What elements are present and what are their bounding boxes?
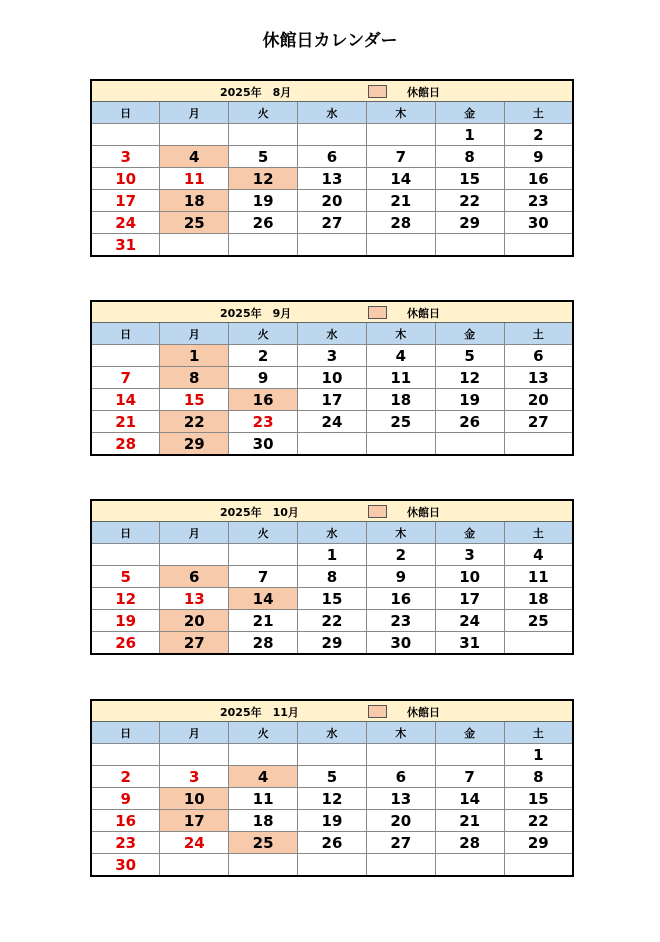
day-cell: 13 — [298, 168, 367, 190]
day-cell: 29 — [435, 212, 504, 234]
empty-cell — [91, 124, 160, 146]
closed-day-cell: 1 — [160, 345, 229, 367]
weekday-label: 木 — [366, 522, 435, 544]
day-cell: 16 — [366, 588, 435, 610]
day-cell: 9 — [229, 367, 298, 389]
day-cell: 7 — [91, 367, 160, 389]
week-row — [91, 810, 573, 832]
day-cell: 17 — [298, 389, 367, 411]
day-cell: 30 — [91, 854, 160, 877]
weekday-label: 土 — [504, 102, 573, 124]
day-cell: 14 — [435, 788, 504, 810]
day-cell: 8 — [435, 146, 504, 168]
empty-cell — [160, 744, 229, 766]
weekday-header-row — [91, 102, 573, 124]
day-cell: 1 — [435, 124, 504, 146]
closed-day-cell: 17 — [160, 810, 229, 832]
weekday-label: 日 — [91, 323, 160, 345]
day-cell: 11 — [504, 566, 573, 588]
month-header — [91, 80, 573, 102]
weekday-label: 火 — [229, 323, 298, 345]
day-cell: 28 — [91, 433, 160, 456]
day-cell: 27 — [366, 832, 435, 854]
legend-label: 休館日 — [407, 506, 440, 519]
week-row — [91, 588, 573, 610]
empty-cell — [229, 854, 298, 877]
week-row — [91, 367, 573, 389]
month-header — [91, 301, 573, 323]
week-row — [91, 788, 573, 810]
day-cell: 13 — [366, 788, 435, 810]
closed-day-cell: 22 — [160, 411, 229, 433]
day-cell: 20 — [298, 190, 367, 212]
day-cell: 14 — [91, 389, 160, 411]
day-cell: 24 — [298, 411, 367, 433]
day-cell: 26 — [435, 411, 504, 433]
legend-label: 休館日 — [407, 307, 440, 320]
legend-swatch — [368, 306, 387, 319]
day-cell: 21 — [229, 610, 298, 632]
empty-cell — [504, 234, 573, 257]
day-cell: 18 — [504, 588, 573, 610]
day-cell: 21 — [91, 411, 160, 433]
weekday-label: 金 — [435, 722, 504, 744]
empty-cell — [91, 345, 160, 367]
day-cell: 17 — [91, 190, 160, 212]
empty-cell — [366, 744, 435, 766]
empty-cell — [366, 433, 435, 456]
day-cell: 23 — [229, 411, 298, 433]
weekday-label: 日 — [91, 722, 160, 744]
day-cell: 11 — [160, 168, 229, 190]
empty-cell — [160, 234, 229, 257]
day-cell: 18 — [229, 810, 298, 832]
day-cell: 22 — [435, 190, 504, 212]
week-row — [91, 124, 573, 146]
weekday-label: 木 — [366, 102, 435, 124]
month-calendar — [90, 699, 574, 877]
empty-cell — [229, 124, 298, 146]
weekday-label: 水 — [298, 323, 367, 345]
day-cell: 10 — [435, 566, 504, 588]
day-cell: 6 — [504, 345, 573, 367]
day-cell: 28 — [366, 212, 435, 234]
weekday-label: 火 — [229, 522, 298, 544]
empty-cell — [504, 632, 573, 655]
week-row — [91, 632, 573, 655]
day-cell: 27 — [504, 411, 573, 433]
month-label: 2025年 8月 — [220, 86, 292, 99]
empty-cell — [160, 854, 229, 877]
closed-day-cell: 6 — [160, 566, 229, 588]
day-cell: 13 — [504, 367, 573, 389]
empty-cell — [91, 744, 160, 766]
day-cell: 4 — [504, 544, 573, 566]
weekday-label: 月 — [160, 522, 229, 544]
week-row — [91, 146, 573, 168]
closed-day-cell: 16 — [229, 389, 298, 411]
day-cell: 28 — [435, 832, 504, 854]
day-cell: 13 — [160, 588, 229, 610]
day-cell: 6 — [366, 766, 435, 788]
day-cell: 18 — [366, 389, 435, 411]
week-row — [91, 411, 573, 433]
month-label: 2025年 10月 — [220, 506, 299, 519]
day-cell: 3 — [298, 345, 367, 367]
day-cell: 2 — [504, 124, 573, 146]
day-cell: 23 — [504, 190, 573, 212]
day-cell: 11 — [229, 788, 298, 810]
day-cell: 11 — [366, 367, 435, 389]
empty-cell — [229, 234, 298, 257]
day-cell: 20 — [504, 389, 573, 411]
week-row — [91, 744, 573, 766]
closed-day-cell: 10 — [160, 788, 229, 810]
day-cell: 8 — [504, 766, 573, 788]
week-row — [91, 389, 573, 411]
empty-cell — [366, 854, 435, 877]
day-cell: 20 — [366, 810, 435, 832]
empty-cell — [504, 433, 573, 456]
legend-swatch — [368, 705, 387, 718]
weekday-label: 月 — [160, 323, 229, 345]
closed-day-cell: 25 — [160, 212, 229, 234]
closed-day-cell: 12 — [229, 168, 298, 190]
week-row — [91, 168, 573, 190]
weekday-label: 火 — [229, 722, 298, 744]
day-cell: 7 — [366, 146, 435, 168]
day-cell: 12 — [298, 788, 367, 810]
day-cell: 10 — [91, 168, 160, 190]
day-cell: 29 — [298, 632, 367, 655]
empty-cell — [435, 234, 504, 257]
day-cell: 3 — [160, 766, 229, 788]
day-cell: 24 — [91, 212, 160, 234]
empty-cell — [298, 854, 367, 877]
day-cell: 19 — [229, 190, 298, 212]
empty-cell — [366, 234, 435, 257]
empty-cell — [435, 744, 504, 766]
closed-day-cell: 18 — [160, 190, 229, 212]
week-row — [91, 610, 573, 632]
day-cell: 12 — [435, 367, 504, 389]
day-cell: 15 — [160, 389, 229, 411]
day-cell: 23 — [91, 832, 160, 854]
week-row — [91, 433, 573, 456]
weekday-label: 土 — [504, 522, 573, 544]
week-row — [91, 345, 573, 367]
month-calendar — [90, 79, 574, 257]
weekday-label: 水 — [298, 102, 367, 124]
legend-swatch — [368, 85, 387, 98]
weekday-label: 水 — [298, 522, 367, 544]
empty-cell — [229, 744, 298, 766]
day-cell: 2 — [229, 345, 298, 367]
weekday-label: 金 — [435, 102, 504, 124]
weekday-label: 月 — [160, 102, 229, 124]
month-calendar — [90, 499, 574, 655]
day-cell: 26 — [298, 832, 367, 854]
weekday-label: 土 — [504, 323, 573, 345]
empty-cell — [160, 544, 229, 566]
weekday-label: 日 — [91, 102, 160, 124]
page-title: 休館日カレンダー — [262, 31, 398, 51]
closed-day-cell: 4 — [160, 146, 229, 168]
weekday-label: 日 — [91, 522, 160, 544]
day-cell: 1 — [298, 544, 367, 566]
weekday-label: 火 — [229, 102, 298, 124]
day-cell: 1 — [504, 744, 573, 766]
day-cell: 31 — [435, 632, 504, 655]
day-cell: 30 — [229, 433, 298, 456]
day-cell: 7 — [229, 566, 298, 588]
week-row — [91, 832, 573, 854]
day-cell: 9 — [91, 788, 160, 810]
day-cell: 16 — [504, 168, 573, 190]
day-cell: 14 — [366, 168, 435, 190]
empty-cell — [435, 854, 504, 877]
empty-cell — [366, 124, 435, 146]
empty-cell — [298, 124, 367, 146]
week-row — [91, 766, 573, 788]
empty-cell — [435, 433, 504, 456]
day-cell: 16 — [91, 810, 160, 832]
day-cell: 10 — [298, 367, 367, 389]
weekday-label: 月 — [160, 722, 229, 744]
legend-swatch — [368, 505, 387, 518]
weekday-header-row — [91, 722, 573, 744]
day-cell: 6 — [298, 146, 367, 168]
empty-cell — [298, 234, 367, 257]
day-cell: 24 — [435, 610, 504, 632]
day-cell: 19 — [298, 810, 367, 832]
empty-cell — [298, 744, 367, 766]
month-header — [91, 500, 573, 522]
day-cell: 15 — [504, 788, 573, 810]
closed-day-cell: 8 — [160, 367, 229, 389]
day-cell: 2 — [91, 766, 160, 788]
day-cell: 21 — [366, 190, 435, 212]
day-cell: 25 — [366, 411, 435, 433]
closed-day-cell: 25 — [229, 832, 298, 854]
day-cell: 5 — [229, 146, 298, 168]
week-row — [91, 190, 573, 212]
month-label: 2025年 11月 — [220, 706, 299, 719]
day-cell: 5 — [298, 766, 367, 788]
day-cell: 21 — [435, 810, 504, 832]
weekday-header-row — [91, 323, 573, 345]
day-cell: 15 — [298, 588, 367, 610]
closed-day-cell: 27 — [160, 632, 229, 655]
day-cell: 2 — [366, 544, 435, 566]
day-cell: 26 — [91, 632, 160, 655]
day-cell: 7 — [435, 766, 504, 788]
day-cell: 15 — [435, 168, 504, 190]
legend-label: 休館日 — [407, 706, 440, 719]
empty-cell — [160, 124, 229, 146]
day-cell: 5 — [435, 345, 504, 367]
day-cell: 23 — [366, 610, 435, 632]
weekday-label: 木 — [366, 722, 435, 744]
day-cell: 29 — [504, 832, 573, 854]
day-cell: 19 — [91, 610, 160, 632]
day-cell: 26 — [229, 212, 298, 234]
week-row — [91, 234, 573, 257]
day-cell: 24 — [160, 832, 229, 854]
closed-day-cell: 14 — [229, 588, 298, 610]
weekday-label: 金 — [435, 323, 504, 345]
day-cell: 22 — [504, 810, 573, 832]
month-header — [91, 700, 573, 722]
week-row — [91, 566, 573, 588]
month-calendar — [90, 300, 574, 456]
closed-day-cell: 4 — [229, 766, 298, 788]
day-cell: 5 — [91, 566, 160, 588]
closed-day-cell: 20 — [160, 610, 229, 632]
weekday-label: 水 — [298, 722, 367, 744]
closed-day-cell: 29 — [160, 433, 229, 456]
day-cell: 8 — [298, 566, 367, 588]
weekday-label: 木 — [366, 323, 435, 345]
week-row — [91, 212, 573, 234]
month-label: 2025年 9月 — [220, 307, 292, 320]
day-cell: 9 — [504, 146, 573, 168]
day-cell: 28 — [229, 632, 298, 655]
day-cell: 19 — [435, 389, 504, 411]
day-cell: 31 — [91, 234, 160, 257]
legend-label: 休館日 — [407, 86, 440, 99]
day-cell: 22 — [298, 610, 367, 632]
day-cell: 3 — [91, 146, 160, 168]
day-cell: 25 — [504, 610, 573, 632]
day-cell: 30 — [504, 212, 573, 234]
day-cell: 27 — [298, 212, 367, 234]
day-cell: 3 — [435, 544, 504, 566]
weekday-label: 金 — [435, 522, 504, 544]
weekday-label: 土 — [504, 722, 573, 744]
day-cell: 12 — [91, 588, 160, 610]
week-row — [91, 544, 573, 566]
day-cell: 17 — [435, 588, 504, 610]
empty-cell — [91, 544, 160, 566]
empty-cell — [504, 854, 573, 877]
day-cell: 4 — [366, 345, 435, 367]
weekday-header-row — [91, 522, 573, 544]
week-row — [91, 854, 573, 877]
day-cell: 30 — [366, 632, 435, 655]
day-cell: 9 — [366, 566, 435, 588]
empty-cell — [298, 433, 367, 456]
empty-cell — [229, 544, 298, 566]
